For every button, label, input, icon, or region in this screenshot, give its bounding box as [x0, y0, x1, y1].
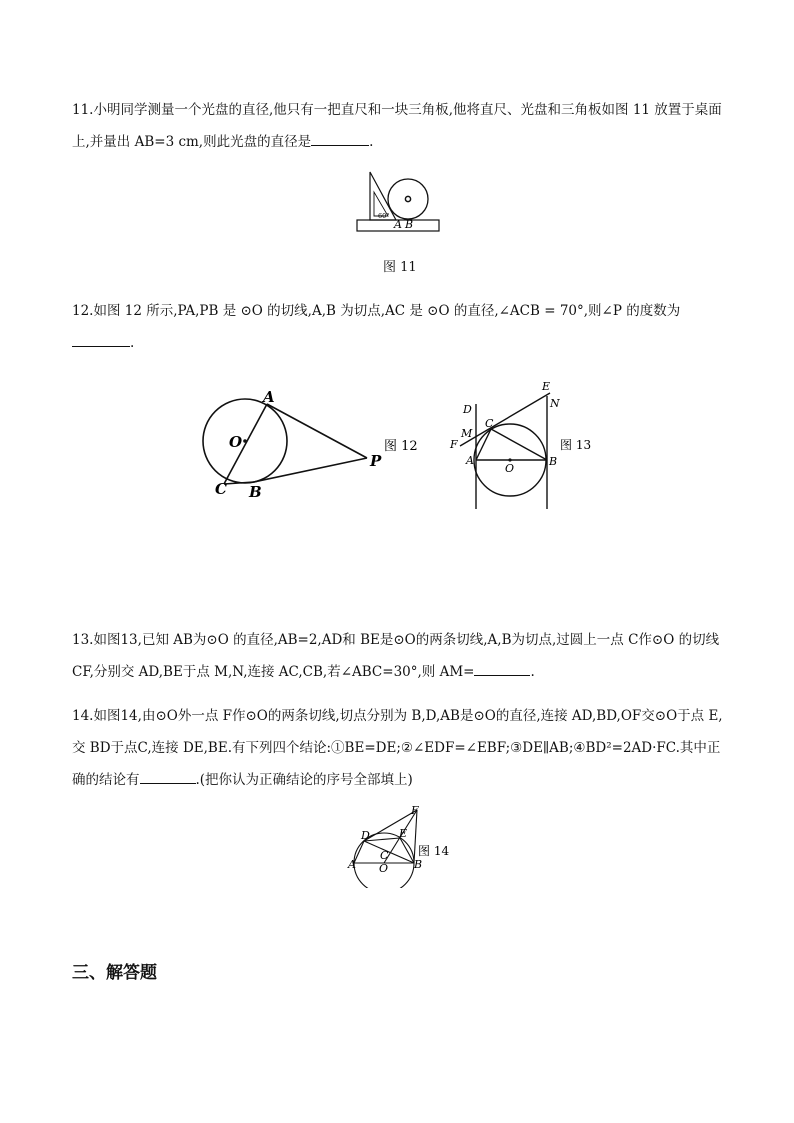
question-14 — [72, 700, 724, 796]
label-a: A — [348, 858, 356, 871]
figure-11-caption: 图 11 — [383, 260, 417, 275]
question-12 — [72, 295, 724, 359]
chord-bd — [364, 841, 414, 863]
tangent-fd — [364, 810, 417, 841]
label-f: F — [450, 438, 458, 451]
label-d: D — [361, 829, 370, 842]
label-d: D — [463, 403, 472, 416]
label-o: O — [229, 433, 243, 451]
question-12-text: 12.如图 12 所示,PA,PB 是 ⊙O 的切线,A,B 为切点,AC 是 ⊙O 的直径,∠ACB = 70°,则∠P 的度数为 — [72, 303, 681, 319]
question-11-end: . — [369, 134, 374, 150]
label-c: C — [485, 417, 494, 430]
label-m: M — [461, 427, 473, 440]
label-b: B — [249, 483, 262, 501]
tangent-cf — [460, 393, 550, 446]
figure-13-caption: 图 13 — [560, 438, 592, 452]
question-11-text: 11.小明同学测量一个光盘的直径,他只有一把直尺和一块三角板,他将直尺、光盘和三角板如图 11 放置于桌面上,并量出 AB=3 cm,则此光盘的直径是 — [72, 102, 722, 150]
center-dot — [243, 439, 247, 443]
label-a: A — [263, 388, 275, 406]
figure-12-caption: 图 12 — [384, 439, 418, 454]
disc-circle — [388, 179, 428, 219]
question-13 — [72, 624, 724, 688]
label-e: E — [542, 380, 551, 393]
label-p: P — [370, 452, 382, 470]
figure-13 — [446, 376, 598, 512]
figure-14-caption: 图 14 — [418, 844, 450, 858]
label-o: O — [505, 462, 515, 475]
label-o: O — [379, 862, 389, 875]
question-13-text: 13.如图13,已知 AB为⊙O 的直径,AB=2,AD和 BE是⊙O的两条切线,A,B为切点,过圆上一点 C作⊙O 的切线 CF,分别交 AD,BE于点 M,N,连接 AC,CB,若∠ABC=30°,则 AM= — [72, 632, 720, 680]
chord-be — [400, 838, 414, 863]
figure-12 — [196, 384, 426, 508]
tangent-fb — [414, 810, 417, 863]
question-12-end: . — [130, 335, 135, 351]
label-a: A — [466, 454, 474, 467]
question-13-end: . — [530, 664, 535, 680]
tangent-pa — [267, 404, 367, 458]
answer-blank-13 — [474, 661, 530, 676]
label-c: C — [380, 849, 389, 862]
question-14-end: .(把你认为正确结论的序号全部填上) — [195, 772, 413, 788]
section-3-heading: 三、解答题 — [72, 963, 157, 983]
answer-blank-11 — [311, 131, 369, 146]
point-a-label: A — [394, 218, 402, 231]
disc-center — [405, 196, 410, 201]
label-e: E — [399, 827, 408, 840]
label-b: B — [414, 858, 423, 871]
chord-cb — [491, 429, 547, 460]
label-n: N — [550, 397, 560, 410]
tangent-pb — [254, 458, 367, 482]
label-c: C — [215, 480, 227, 498]
answer-blank-14 — [140, 769, 196, 784]
angle-60-label: 60° — [378, 212, 390, 220]
point-b-label: B — [405, 218, 414, 231]
figure-14 — [340, 804, 454, 888]
figure-11 — [356, 170, 440, 234]
question-14-text: 14.如图14,由⊙O外一点 F作⊙O的两条切线,切点分别为 B,D,AB是⊙O的直径,连接 AD,BD,OF交⊙O于点 E,交 BD于点C,连接 DE,BE.有下列四个结论:①BE=DE;②∠EDF=∠EBF;③DE∥AB;④BD²=2AD·FC.其中正确的结论有 — [72, 708, 723, 788]
answer-blank-12 — [72, 332, 130, 347]
label-f: F — [411, 804, 419, 817]
question-11 — [72, 94, 724, 158]
label-b: B — [549, 455, 558, 468]
